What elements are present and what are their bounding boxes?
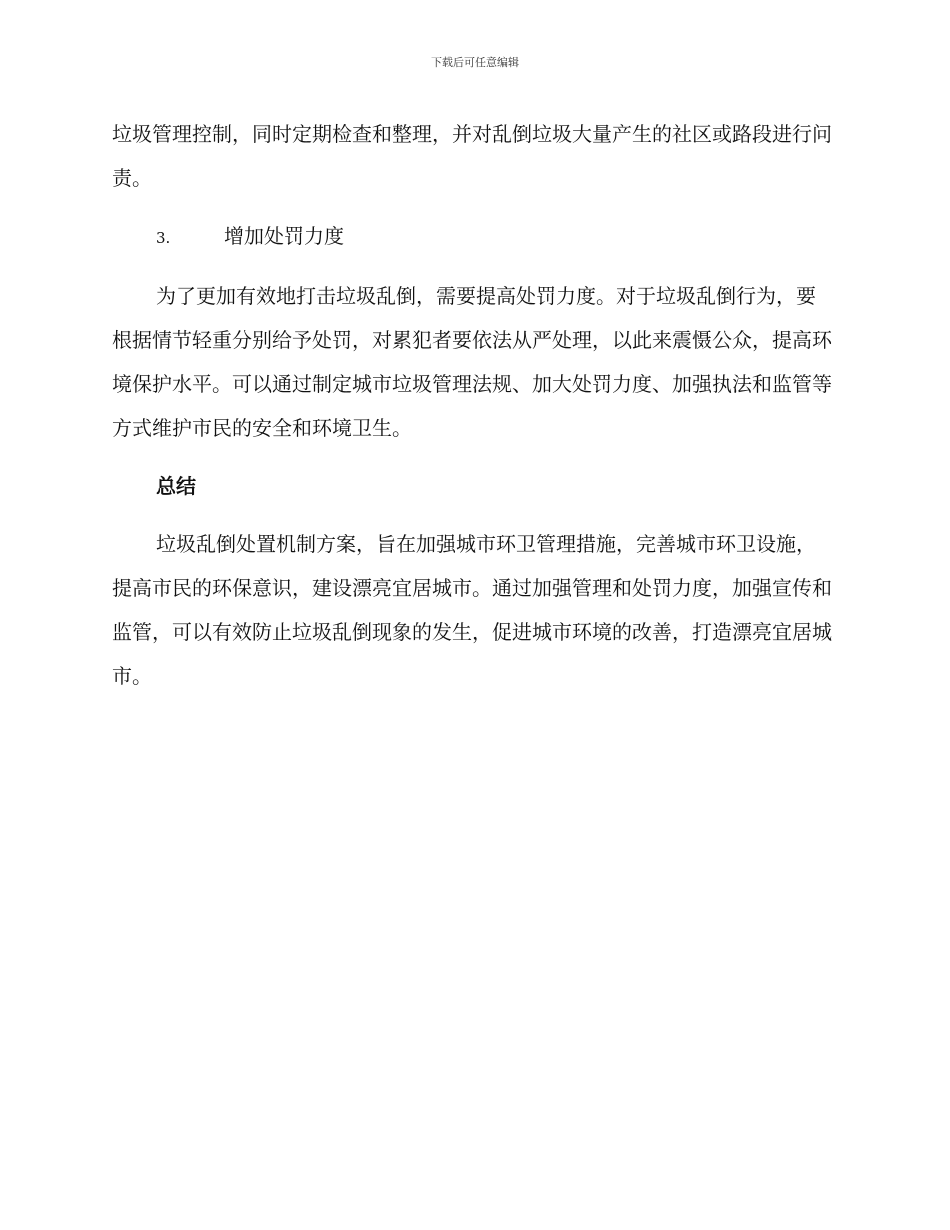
continuation-paragraph: 垃圾管理控制，同时定期检查和整理，并对乱倒垃圾大量产生的社区或路段进行问责。 (112, 122, 832, 190)
summary-heading: 总结 (156, 474, 196, 498)
heading-number: 3. (156, 229, 171, 247)
penalty-paragraph: 为了更加有效地打击垃圾乱倒，需要提高处罚力度。对于垃圾乱倒行为，要根据情节轻重分别给予处罚，对累犯者要依法从严处理，以此来震慑公众，提高环境保护水平。可以通过制定城市垃圾管理法规、加大处罚力度、加强执法和监管等方式维护市民的安全和环境卫生。 (112, 284, 832, 440)
heading-title: 增加处罚力度 (224, 224, 344, 248)
summary-paragraph: 垃圾乱倒处置机制方案，旨在加强城市环卫管理措施，完善城市环卫设施，提高市民的环保意识，建设漂亮宜居城市。通过加强管理和处罚力度，加强宣传和监管，可以有效防止垃圾乱倒现象的发生，促进城市环境的改善，打造漂亮宜居城市。 (112, 532, 832, 688)
numbered-heading-3 (156, 214, 832, 260)
document-body (112, 112, 832, 698)
page-header-note: 下载后可任意编辑 (431, 56, 519, 69)
